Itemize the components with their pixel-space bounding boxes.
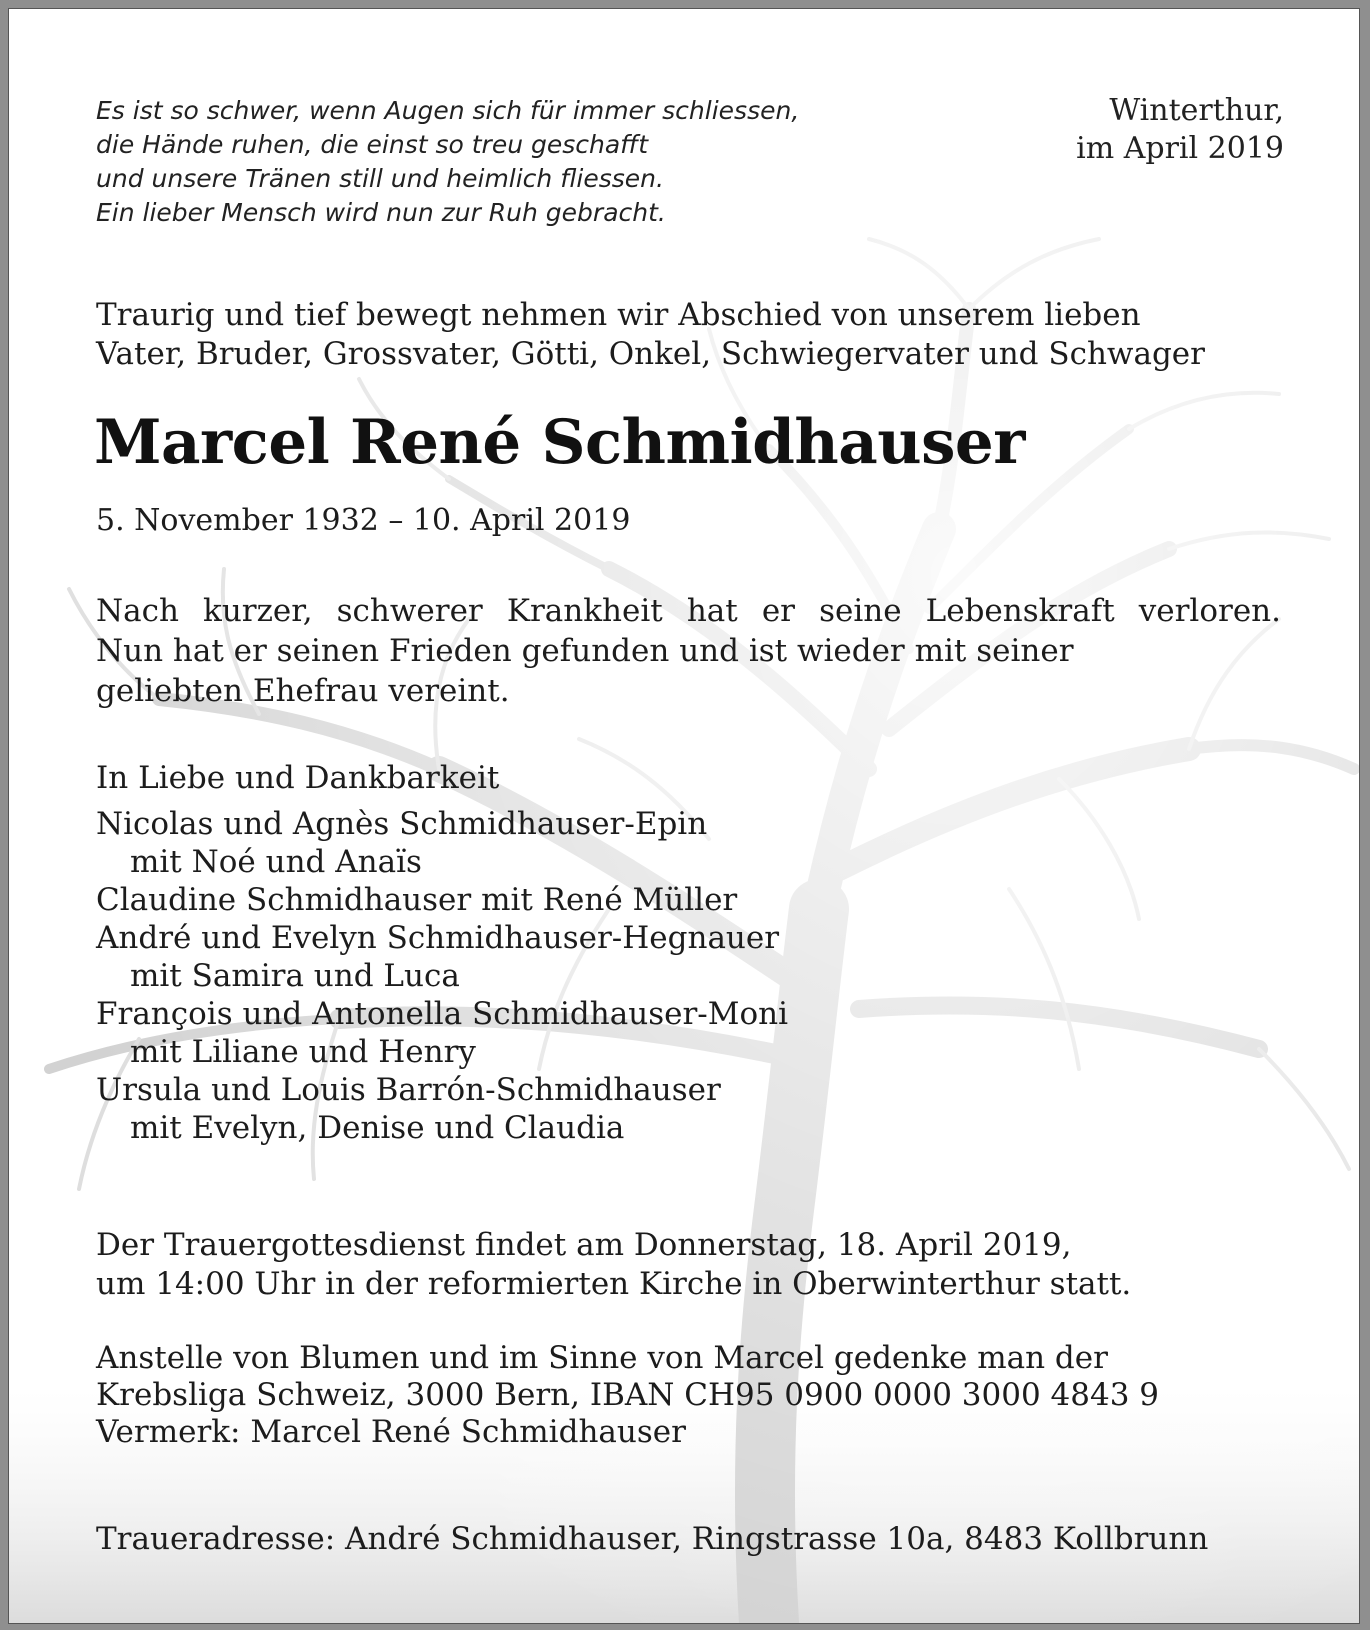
donation-line: Vermerk: Marcel René Schmidhauser [96,1414,686,1450]
intro-line: Traurig und tief bewegt nehmen wir Abschied von unserem lieben [96,297,1141,333]
message-line: geliebten Ehefrau vereint. [96,673,510,709]
life-dates: 5. November 1932 – 10. April 2019 [96,503,631,538]
service-line: Der Trauergottesdienst findet am Donnerstag, 18. April 2019, [96,1227,1072,1263]
date: im April 2019 [1076,131,1284,166]
farewell-message [96,591,1281,711]
donation-line: Anstelle von Blumen und im Sinne von Marcel gedenke man der [96,1340,1108,1376]
family-member: Nicolas und Agnès Schmidhauser-Epin [96,806,708,842]
family-member: André und Evelyn Schmidhauser-Hegnauer [96,920,780,956]
message-line: Nach kurzer, schwerer Krankheit hat er seine Lebenskraft verloren. [96,593,1281,629]
deceased-name: Marcel René Schmidhauser [94,407,1025,478]
obituary-content [9,9,1359,1623]
family-children: mit Evelyn, Denise und Claudia [130,1110,625,1146]
message-line: Nun hat er seinen Frieden gefunden und ist wieder mit seiner [96,633,1074,669]
poem-line: die Hände ruhen, die einst so treu geschafft [96,130,649,159]
service-line: um 14:00 Uhr in der reformierten Kirche in Oberwinterthur statt. [96,1266,1132,1302]
family-list [96,759,788,1147]
donation-info [96,1340,1159,1451]
family-children: mit Noé und Anaïs [130,844,422,880]
poem [96,94,799,230]
family-member: Ursula und Louis Barrón-Schmidhauser [96,1072,721,1108]
family-member: François und Antonella Schmidhauser-Moni [96,996,789,1032]
mourning-address: Traueradresse: André Schmidhauser, Ringstrasse 10a, 8483 Kollbrunn [96,1521,1209,1557]
family-children: mit Samira und Luca [130,958,460,994]
intro-text [96,296,1205,374]
poem-line: Es ist so schwer, wenn Augen sich für immer schliessen, [96,96,800,125]
poem-line: Ein lieber Mensch wird nun zur Ruh gebracht. [96,198,666,227]
family-lead: In Liebe und Dankbarkeit [96,760,500,796]
intro-line: Vater, Bruder, Grossvater, Götti, Onkel, Schwiegervater und Schwager [96,336,1205,372]
place: Winterthur, [1109,93,1284,128]
place-and-date [1076,92,1284,168]
funeral-service-info [96,1226,1131,1304]
family-member: Claudine Schmidhauser mit René Müller [96,882,738,918]
obituary-page [8,8,1360,1624]
donation-line: Krebsliga Schweiz, 3000 Bern, IBAN CH95 0900 0000 3000 4843 9 [96,1377,1160,1413]
poem-line: und unsere Tränen still und heimlich fliessen. [96,164,664,193]
family-children: mit Liliane und Henry [130,1034,476,1070]
